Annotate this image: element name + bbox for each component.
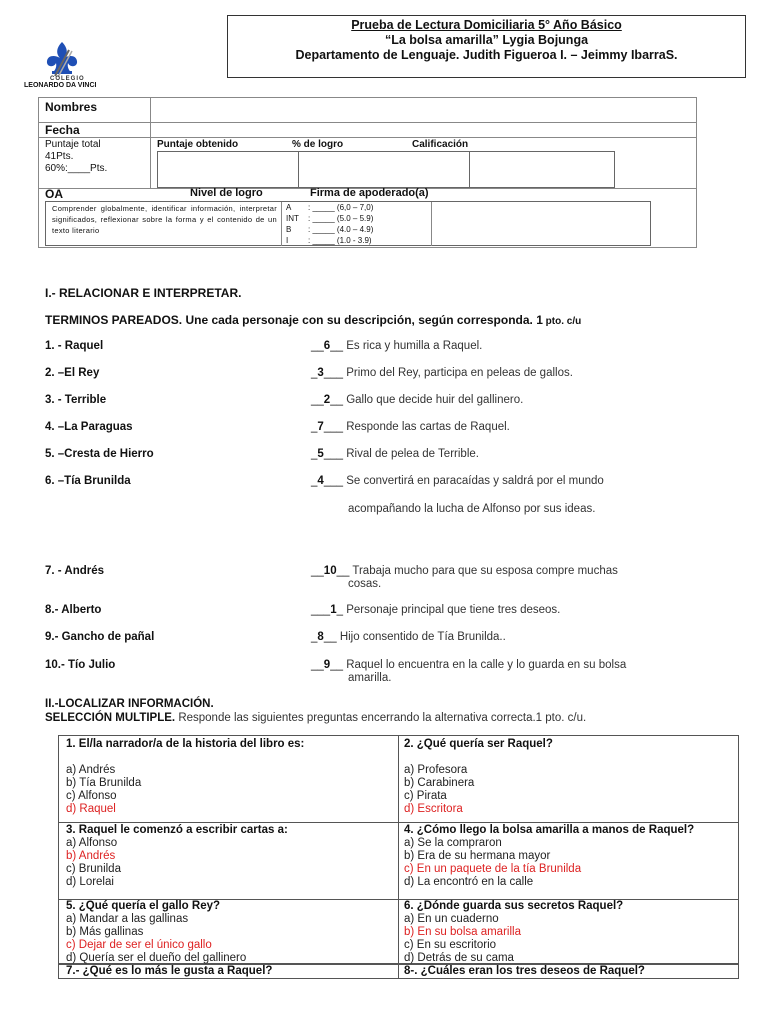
divider <box>398 736 399 979</box>
option[interactable]: b) Más gallinas <box>66 926 144 938</box>
answer-number[interactable]: 9 <box>323 659 331 671</box>
pair-description <box>311 367 573 379</box>
answer-blank: __ <box>330 340 347 352</box>
level-b: B : _____ (4.0 – 4.9) <box>286 225 374 234</box>
description-text: Responde las cartas de Raquel. <box>346 421 510 433</box>
section2-title: II.-LOCALIZAR INFORMACIÓN. <box>45 698 214 710</box>
title-line-2: “La bolsa amarilla” Lygia Bojunga <box>384 33 589 47</box>
option[interactable]: d) La encontró en la calle <box>404 876 534 888</box>
option[interactable]: c) En su escritorio <box>404 939 497 951</box>
answer-blank: __ <box>330 659 347 671</box>
pair-character: 7. - Andrés <box>45 565 105 577</box>
question-text: 6. ¿Dónde guarda sus secretos Raquel? <box>404 900 624 912</box>
description-text: Hijo consentido de Tía Brunilda.. <box>339 631 506 643</box>
title-line-1: Prueba de Lectura Domiciliaria 5° Año Básico <box>351 18 622 32</box>
puntaje-obtenido-box[interactable] <box>157 151 299 188</box>
fecha-field[interactable] <box>151 123 697 138</box>
pair-character: 1. - Raquel <box>45 340 104 352</box>
question-1 <box>66 738 394 816</box>
pair-description <box>311 448 479 460</box>
logo-text-name: LEONARDO DA VINCI <box>24 82 97 89</box>
oa-text: Comprender globalmente, identificar información, interpretar significados, reflexionar sobre la forma y el contenido de un texto literario <box>52 204 277 235</box>
answer-number[interactable]: 4 <box>317 475 324 487</box>
pair-description <box>311 565 618 577</box>
answer-blank: _ <box>311 631 318 643</box>
option[interactable]: c) Dejar de ser el único gallo <box>66 939 212 951</box>
pair-character: 2. –El Rey <box>45 367 100 379</box>
fleur-de-lis-icon <box>22 40 102 80</box>
divider <box>281 202 282 246</box>
option[interactable]: c) Pirata <box>404 790 447 802</box>
answer-blank: __ <box>336 565 353 577</box>
question-2 <box>404 738 732 816</box>
question-text: 7.- ¿Qué es lo más le gusta a Raquel? <box>66 965 273 977</box>
answer-blank: ___ <box>323 367 347 379</box>
student-info-table <box>38 97 697 248</box>
description-continuation: amarilla. <box>348 672 392 684</box>
question-3 <box>66 824 394 889</box>
question-text: 4. ¿Cómo llego la bolsa amarilla a manos de Raquel? <box>404 824 695 836</box>
pair-description <box>311 421 510 433</box>
nombres-label: Nombres <box>45 100 98 114</box>
description-text: Raquel lo encuentra en la calle y lo guarda en su bolsa <box>346 659 627 671</box>
option[interactable]: a) Alfonso <box>66 837 118 849</box>
section1-instruction: TERMINOS PAREADOS. Une cada personaje con su descripción, según corresponda. 1 pto. c/u <box>45 313 582 327</box>
title-line-3: Departamento de Lenguaje. Judith Figueroa I. – Jeimmy IbarraS. <box>295 48 678 62</box>
answer-number[interactable]: 1 <box>330 604 337 616</box>
answer-blank: __ <box>323 631 340 643</box>
level-i: I : _____ (1.0 - 3.9) <box>286 236 372 245</box>
pair-character: 3. - Terrible <box>45 394 107 406</box>
question-8 <box>404 965 732 978</box>
question-6 <box>404 900 732 965</box>
answer-number[interactable]: 6 <box>323 340 331 352</box>
option[interactable]: b) Tía Brunilda <box>66 777 142 789</box>
question-4 <box>404 824 732 889</box>
pair-character: 6. –Tía Brunilda <box>45 475 131 487</box>
multiple-choice-table <box>58 735 739 979</box>
description-text: Personaje principal que tiene tres deseos. <box>346 604 561 616</box>
option[interactable]: d) Escritora <box>404 803 463 815</box>
answer-blank: _ <box>311 367 318 379</box>
firma-field[interactable] <box>432 202 651 246</box>
answer-blank: _ <box>311 421 318 433</box>
pair-character: 9.- Gancho de pañal <box>45 631 155 643</box>
pair-character: 5. –Cresta de Hierro <box>45 448 154 460</box>
description-text: Es rica y humilla a Raquel. <box>346 340 483 352</box>
school-logo <box>22 40 102 95</box>
answer-blank: _ <box>311 448 318 460</box>
section1-title: I.- RELACIONAR E INTERPRETAR. <box>45 286 242 300</box>
option[interactable]: b) Carabinera <box>404 777 475 789</box>
answer-blank: __ <box>311 565 324 577</box>
level-a: A : _____ (6,0 – 7,0) <box>286 203 374 212</box>
puntaje-obtenido-label: Puntaje obtenido <box>157 139 239 150</box>
option[interactable]: b) Andrés <box>66 850 116 862</box>
answer-blank: _ <box>311 475 318 487</box>
answer-number[interactable]: 3 <box>317 367 324 379</box>
pair-description <box>311 475 604 487</box>
pair-description <box>311 340 482 352</box>
pair-description <box>311 631 506 643</box>
answer-blank: ___ <box>323 421 347 433</box>
pair-character: 10.- Tío Julio <box>45 659 116 671</box>
option[interactable]: a) En un cuaderno <box>404 913 499 925</box>
oa-label: OA <box>45 187 63 201</box>
answer-blank: ___ <box>323 475 347 487</box>
description-text: Trabaja mucho para que su esposa compre muchas <box>352 565 618 577</box>
puntaje-total-label: Puntaje total <box>45 139 101 150</box>
option[interactable]: a) Andrés <box>66 764 116 776</box>
option[interactable]: a) Profesora <box>404 764 468 776</box>
option[interactable]: b) En su bolsa amarilla <box>404 926 521 938</box>
pair-character: 4. –La Paraguas <box>45 421 133 433</box>
answer-number[interactable]: 10 <box>323 565 337 577</box>
answer-blank: _ <box>336 604 347 616</box>
option[interactable]: b) Era de su hermana mayor <box>404 850 551 862</box>
levels-list <box>286 202 373 246</box>
sixty-percent: 60%:____Pts. <box>45 163 108 174</box>
answer-number[interactable]: 7 <box>317 421 324 433</box>
nivel-label: Nivel de logro <box>190 187 263 199</box>
answer-number[interactable]: 8 <box>317 631 324 643</box>
question-text: 3. Raquel le comenzó a escribir cartas a: <box>66 824 288 836</box>
answer-blank: __ <box>311 659 324 671</box>
answer-blank: __ <box>311 340 324 352</box>
answer-blank: __ <box>330 394 347 406</box>
question-7 <box>66 965 394 978</box>
description-text: Gallo que decide huir del gallinero. <box>346 394 524 406</box>
answer-number[interactable]: 5 <box>317 448 324 460</box>
calificacion-label: Calificación <box>412 139 469 150</box>
option[interactable]: c) Brunilda <box>66 863 121 875</box>
option[interactable]: a) Se la compraron <box>404 837 502 849</box>
question-text: 8-. ¿Cuáles eran los tres deseos de Raquel? <box>404 965 645 977</box>
description-text: Primo del Rey, participa en peleas de gallos. <box>346 367 573 379</box>
pair-character: 8.- Alberto <box>45 604 102 616</box>
logro-label: % de logro <box>292 139 344 150</box>
nombres-field[interactable] <box>151 98 697 122</box>
option[interactable]: d) Lorelai <box>66 876 114 888</box>
option[interactable]: c) Alfonso <box>66 790 117 802</box>
option[interactable]: d) Quería ser el dueño del gallinero <box>66 952 247 964</box>
description-continuation: cosas. <box>348 578 382 590</box>
section2-instruction: SELECCIÓN MULTIPLE. Responde las siguientes preguntas encerrando la alternativa correcta.1 pto. c/u. <box>45 712 587 724</box>
logo-text-colegio: COLEGIO <box>50 76 85 82</box>
description-text: Rival de pelea de Terrible. <box>346 448 479 460</box>
option[interactable]: c) En un paquete de la tía Brunilda <box>404 863 582 875</box>
calificacion-box[interactable] <box>469 151 615 188</box>
fecha-label: Fecha <box>45 123 80 137</box>
description-continuation: acompañando la lucha de Alfonso por sus ideas. <box>348 503 596 515</box>
answer-number[interactable]: 2 <box>323 394 331 406</box>
divider <box>59 822 738 823</box>
pair-description <box>311 604 560 616</box>
firma-label: Firma de apoderado(a) <box>310 187 429 199</box>
question-text: 2. ¿Qué quería ser Raquel? <box>404 738 553 750</box>
answer-blank: __ <box>311 394 324 406</box>
question-5 <box>66 900 394 965</box>
answer-blank: ___ <box>323 448 347 460</box>
question-text: 5. ¿Qué quería el gallo Rey? <box>66 900 221 912</box>
level-int: INT : _____ (5.0 – 5.9) <box>286 214 374 223</box>
option[interactable]: d) Raquel <box>66 803 116 815</box>
description-text: Se convertirá en paracaídas y saldrá por el mundo <box>346 475 604 487</box>
answer-blank: ___ <box>311 604 331 616</box>
option[interactable]: a) Mandar a las gallinas <box>66 913 189 925</box>
pair-description <box>311 394 523 406</box>
option[interactable]: d) Detrás de su cama <box>404 952 514 964</box>
pair-description <box>311 659 626 671</box>
oa-box <box>45 201 651 246</box>
logro-box[interactable] <box>298 151 470 188</box>
title-box <box>227 15 746 78</box>
question-text: 1. El/la narrador/a de la historia del libro es: <box>66 738 305 750</box>
puntaje-total-value: 41Pts. <box>45 151 74 162</box>
